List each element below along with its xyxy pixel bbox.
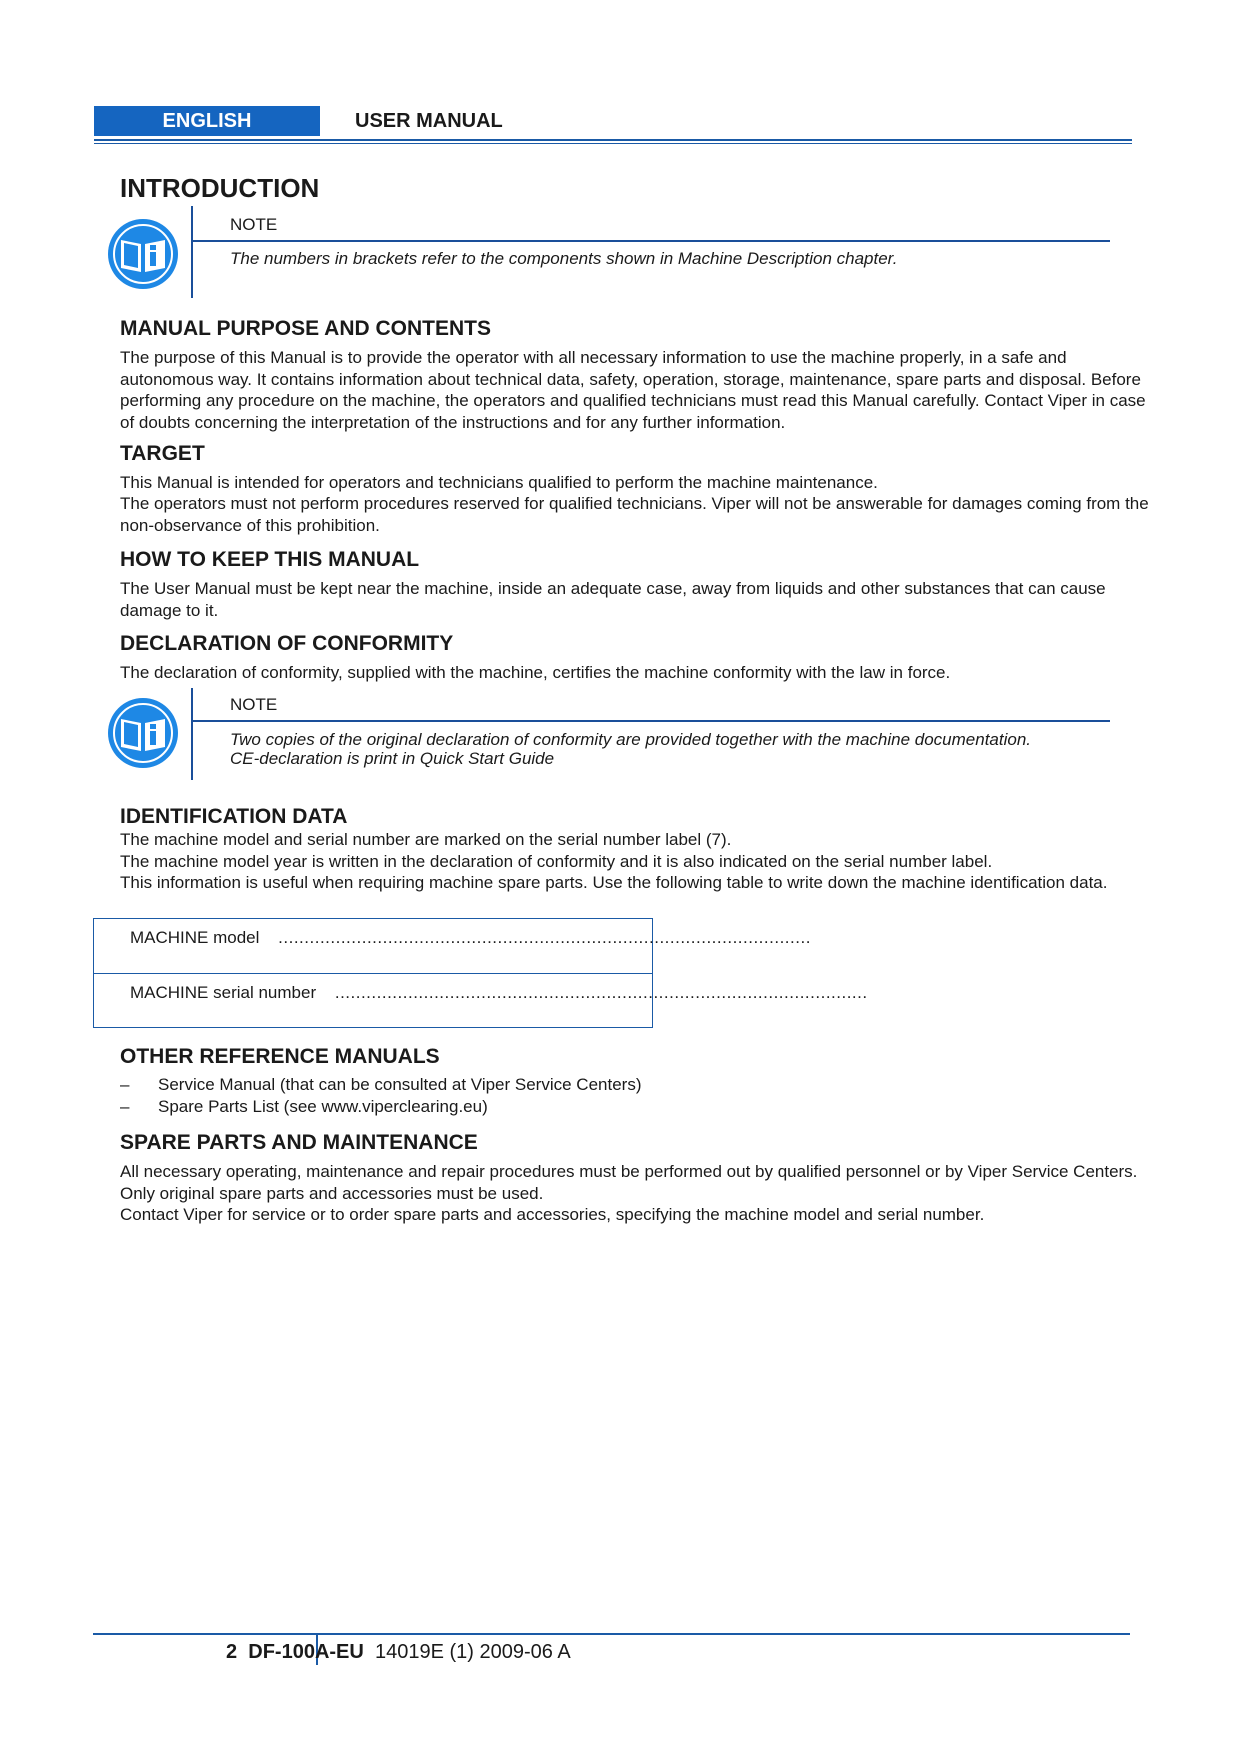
manual-title: USER MANUAL <box>355 110 503 132</box>
header-rule <box>94 139 1132 141</box>
machine-serial-dots[interactable]: ...................................................................................................... <box>334 983 868 1002</box>
spare-text-2: Contact Viper for service or to order spare parts and accessories, specifying the machine model and serial number. <box>120 1205 985 1224</box>
note-divider <box>191 206 193 298</box>
section-title-purpose: MANUAL PURPOSE AND CONTENTS <box>120 317 492 340</box>
note-text: The numbers in brackets refer to the components shown in Machine Description chapter. <box>230 249 898 268</box>
page-number: 2 <box>226 1641 238 1663</box>
section-title-identification: IDENTIFICATION DATA <box>120 805 348 828</box>
identification-text-3: This information is useful when requiring machine spare parts. Use the following table to write down the machine identification data. <box>120 873 1108 892</box>
bullet-dash: – <box>120 1075 130 1094</box>
machine-model-row <box>130 927 811 949</box>
machine-model-dots[interactable]: ...................................................................................................... <box>278 928 811 947</box>
identification-text-1: The machine model and serial number are marked on the serial number label (7). <box>120 830 732 849</box>
list-item: – Service Manual (that can be consulted at Viper Service Centers) <box>120 1075 642 1094</box>
header-rule-thin <box>94 143 1132 144</box>
identification-table-divider <box>93 973 653 974</box>
note-text-2: CE-declaration is print in Quick Start Guide <box>230 749 555 768</box>
reference-list <box>120 1074 1120 1118</box>
manual-info-icon <box>107 218 179 290</box>
machine-model-label: MACHINE model <box>130 928 260 947</box>
note-divider <box>191 688 193 780</box>
identification-text-2: The machine model year is written in the declaration of conformity and it is also indicated on the serial number label. <box>120 852 993 871</box>
document-code: 14019E (1) 2009-06 A <box>374 1641 571 1663</box>
machine-serial-label: MACHINE serial number <box>130 983 317 1002</box>
section-title-keep: HOW TO KEEP THIS MANUAL <box>120 548 420 571</box>
section-title-spare: SPARE PARTS AND MAINTENANCE <box>120 1131 478 1154</box>
note-rule <box>193 240 1110 242</box>
footer-rule <box>93 1633 1130 1635</box>
bullet-dash: – <box>120 1097 130 1116</box>
section-title-references: OTHER REFERENCE MANUALS <box>120 1045 440 1068</box>
note-text-1: Two copies of the original declaration of conformity are provided together with the machine documentation. <box>230 730 1032 749</box>
section-title-conformity: DECLARATION OF CONFORMITY <box>120 632 454 655</box>
list-item: – Spare Parts List (see www.viperclearing.eu) <box>120 1097 488 1116</box>
purpose-text: The purpose of this Manual is to provide the operator with all necessary information to use the machine properly, in a safe and autonomous way. It contains information about technical data, safety, operation, storage, maintenance, spare parts and disposal. Before performing any procedure on the machine, the operators and qualified technicians must read this Manual carefully. Contact Viper in case of doubts concerning the interpretation of the instructions and for any further information. <box>120 348 1146 432</box>
machine-serial-row <box>130 982 868 1004</box>
model-code: DF-100A-EU <box>248 1641 364 1663</box>
note-rule <box>193 720 1110 722</box>
note-label: NOTE <box>230 695 278 714</box>
section-title-target: TARGET <box>120 442 205 465</box>
target-text-2: The operators must not perform procedures reserved for qualified technicians. Viper will not be answerable for damages coming from the non-observance of this prohibition. <box>120 494 1149 535</box>
footer <box>226 1640 571 1664</box>
page-title: INTRODUCTION <box>120 173 320 203</box>
spare-text-1: All necessary operating, maintenance and repair procedures must be performed out by qualified personnel or by Viper Service Centers. Only original spare parts and accessories must be used. <box>120 1162 1138 1203</box>
manual-info-icon <box>107 697 179 769</box>
target-text-1: This Manual is intended for operators and technicians qualified to perform the machine maintenance. <box>120 473 878 492</box>
language-label: ENGLISH <box>162 110 252 132</box>
conformity-text: The declaration of conformity, supplied with the machine, certifies the machine conformity with the law in force. <box>120 663 951 682</box>
note-label: NOTE <box>230 215 278 234</box>
keep-text: The User Manual must be kept near the machine, inside an adequate case, away from liquids and other substances that can cause damage to it. <box>120 579 1106 620</box>
